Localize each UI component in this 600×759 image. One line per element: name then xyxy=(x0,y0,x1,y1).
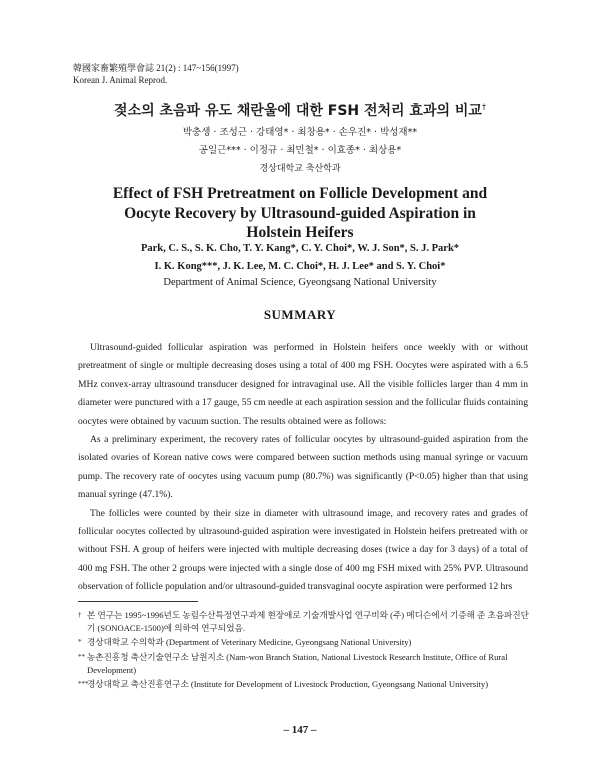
footnote-mark: *** xyxy=(78,680,89,689)
english-authors-line-1: Park, C. S., S. K. Cho, T. Y. Kang*, C. Y. Choi*, W. J. Son*, S. J. Park* xyxy=(140,243,460,254)
footnote-divider xyxy=(78,601,198,602)
page-number: – 147 – xyxy=(283,724,317,736)
english-authors-line-2: I. K. Kong***, J. K. Lee, M. C. Choi*, H. J. Lee* and S. Y. Choi* xyxy=(154,261,446,272)
korean-title-footnote-mark: † xyxy=(481,102,486,112)
footnote-text: 경상대학교 수의학과 (Department of Veterinary Medicine, Gyeongsang National University) xyxy=(87,637,412,648)
footnote-funding xyxy=(78,609,533,635)
summary-paragraph-1: Ultrasound-guided follicular aspiration was performed in Holstein heifers once weekly with or without pretreatment of single or multiple decreasing doses using a total of 400 mg FSH. Oocytes were aspirated with a 6.5 MHz convex-array ultrasound transducer designed for intravaginal use. All the visible follicles larger than 4 mm in diameter were punctured with a 17 gauge, 55 cm needle at each aspiration session and the follicular fluids containing oocytes were obtained by vacuum suction. The results obtained were as follows: xyxy=(78,342,528,427)
summary-paragraph-3: The follicles were counted by their size in diameter with ultrasound image, and recovery rates and grades of follicular oocytes collected by ultrasound-guided aspiration were investigated in Holstein heifers pretreated with or without FSH. A group of heifers were injected with multiple decreasing doses (twice a day for 3 days) of a total of 400 mg FSH. The other 2 groups were injected with a single dose of 400 mg FSH mixed with 25% PVP. Ultrasound observation of follicle population and/or ultrasound-guided transvaginal oocyte aspiration were performed 12 hrs xyxy=(78,507,528,593)
summary-body xyxy=(78,339,528,597)
footnote-affiliation-2 xyxy=(78,651,533,677)
footnotes xyxy=(78,609,533,692)
korean-authors-line-2: 공일근*** · 이정규 · 최민철* · 이효종* · 최상용* xyxy=(198,145,402,156)
korean-title-text: 젖소의 초음파 유도 채란울에 대한 FSH 전처리 효과의 비교 xyxy=(114,103,482,119)
footnote-affiliation-3 xyxy=(78,678,533,691)
korean-title xyxy=(0,100,600,120)
english-authors xyxy=(0,240,600,276)
footnote-mark: † xyxy=(78,611,82,619)
footnote-text: 농촌진흥청 축산기술연구소 남원지소 (Nam-won Branch Station, National Livestock Research Institute, Office of Rural Development) xyxy=(87,651,508,675)
korean-affiliation: 경상대학교 축산학과 xyxy=(259,164,341,174)
footnote-mark: * xyxy=(78,638,82,647)
english-affiliation: Department of Animal Science, Gyeongsang National University xyxy=(163,277,437,288)
footnote-mark: ** xyxy=(78,652,85,661)
korean-authors-line-1: 박충생 · 조성근 · 강태영* · 최창용* · 손우진* · 박성재** xyxy=(182,127,418,138)
summary-heading: SUMMARY xyxy=(263,307,337,322)
english-title-line-2: Oocyte Recovery by Ultrasound-guided Aspiration in xyxy=(124,204,476,222)
footnote-text: 경상대학교 축산진흥연구소 (Institute for Development of Livestock Production, Gyeongsang National University) xyxy=(87,679,489,690)
journal-header xyxy=(73,62,239,86)
korean-authors xyxy=(0,124,600,160)
journal-english-name: Korean J. Animal Reprod. xyxy=(73,75,168,85)
footnote-affiliation-1 xyxy=(78,636,533,649)
english-title-line-3: Holstein Heifers xyxy=(246,224,354,241)
footnote-text: 본 연구는 1995~1996년도 농림수산특정연구과제 현장애로 기술개발사업 연구비와 (주) 메디슨에서 기증해 준 초음파진단기 (SONOACE-1500)에 의하여 연구되었음. xyxy=(87,610,529,634)
summary-paragraph-2: As a preliminary experiment, the recovery rates of follicular oocytes by ultrasound-guided aspiration from the isolated ovaries of Korean native cows were compared between suction methods using manual syringe or vacuum pump. The recovery rate of oocytes using vacuum pump (80.7%) was significantly (P<0.05) higher than that using manual syringe (47.1%). xyxy=(78,434,528,501)
english-title xyxy=(0,184,600,243)
english-title-line-1: Effect of FSH Pretreatment on Follicle Development and xyxy=(112,185,488,202)
journal-citation: 韓國家畜繁殖學會誌 21(2) : 147~156(1997) xyxy=(73,63,239,73)
